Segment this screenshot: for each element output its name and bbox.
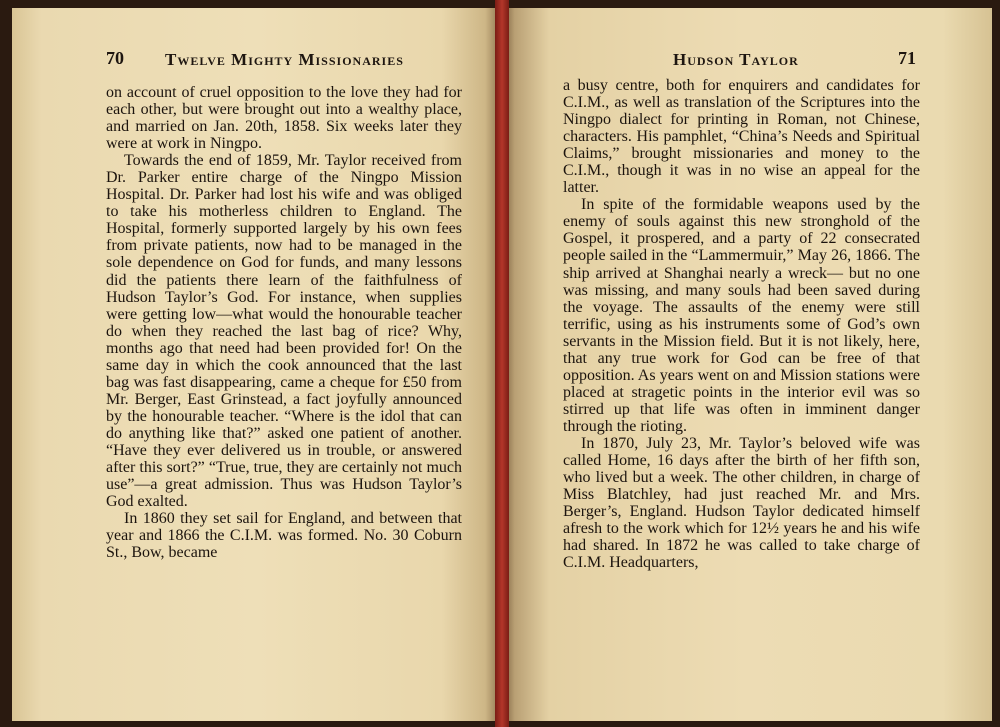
- body-text: [106, 84, 462, 561]
- page-number: 71: [898, 48, 916, 68]
- right-page: [500, 8, 992, 721]
- paragraph: Towards the end of 1859, Mr. Taylor received from Dr. Parker entire charge of the Ningpo Mission Hospital. Dr. Parker had lost his wife and was obliged to take his motherless children to England. The Hospital, formerly supported largely by his own fees from private patients, now had to be managed in the sole dependence on God for funds, and many lessons did the patients there learn of the faithfulness of Hudson Taylor’s God. For instance, when supplies were getting low—what would the honourable teacher do when they reached the last bag of rice? Why, months ago that need had been provided for! On the same day in which the cook announced that the last bag was fast disappearing, came a cheque for £50 from Mr. Berger, East Grinstead, a fact joyfully announced by the honourable teacher. “Where is the idol that can do anything like that?” asked one patient of another. “Have they ever delivered us in trouble, or answered after this sort?” “True, true, they are certainly not much use”—a great admission. Thus was Hudson Taylor’s God exalted.: [106, 152, 462, 511]
- paragraph: In 1860 they set sail for England, and between that year and 1866 the C.I.M. was formed. No. 30 Coburn St., Bow, became: [106, 510, 462, 562]
- body-text: [563, 77, 920, 571]
- paragraph: on account of cruel opposition to the love they had for each other, but were brought out into a wealthy place, and married on Jan. 20th, 1858. Six weeks later they were at work in Ningpo.: [106, 84, 462, 153]
- running-head: Twelve Mighty Missionaries: [165, 50, 404, 69]
- left-page: [12, 8, 500, 721]
- paragraph: In spite of the formidable weapons used by the enemy of souls against this new stronghold of the Gospel, it prospered, and a party of 22 consecrated people sailed in the “Lammermuir,” May 26, 1866. The ship arrived at Shanghai nearly a wreck— but no one was missing, and many souls had been saved during the voyage. The assaults of the enemy were still terrific, using as his instruments some of God’s own servants in the Mission field. But it is not likely, here, that any true work for God can be free of that opposition. As years went on and Mission stations were placed at stragetic points in the interior evil was so stirred up that life was often in imminent danger through the rioting.: [563, 196, 920, 435]
- running-head: Hudson Taylor: [673, 50, 799, 69]
- paragraph: In 1870, July 23, Mr. Taylor’s beloved wife was called Home, 16 days after the birth of her fifth son, who lived but a week. The other children, in charge of Miss Blatchley, had just reached Mr. and Mrs. Berger’s, England. Hudson Taylor dedicated himself afresh to the work which for 12½ years he and his wife had shared. In 1872 he was called to take charge of C.I.M. Headquarters,: [563, 434, 920, 572]
- book-gutter: [495, 0, 509, 727]
- paragraph: a busy centre, both for enquirers and candidates for C.I.M., as well as translation of the Scriptures into the Ningpo dialect for printing in Roman, not Chinese, characters. His pamphlet, “China’s Needs and Spiritual Claims,” brought missionaries and money to the C.I.M., though it was in no wise an appeal for the latter.: [563, 77, 920, 197]
- page-number: 70: [106, 48, 124, 68]
